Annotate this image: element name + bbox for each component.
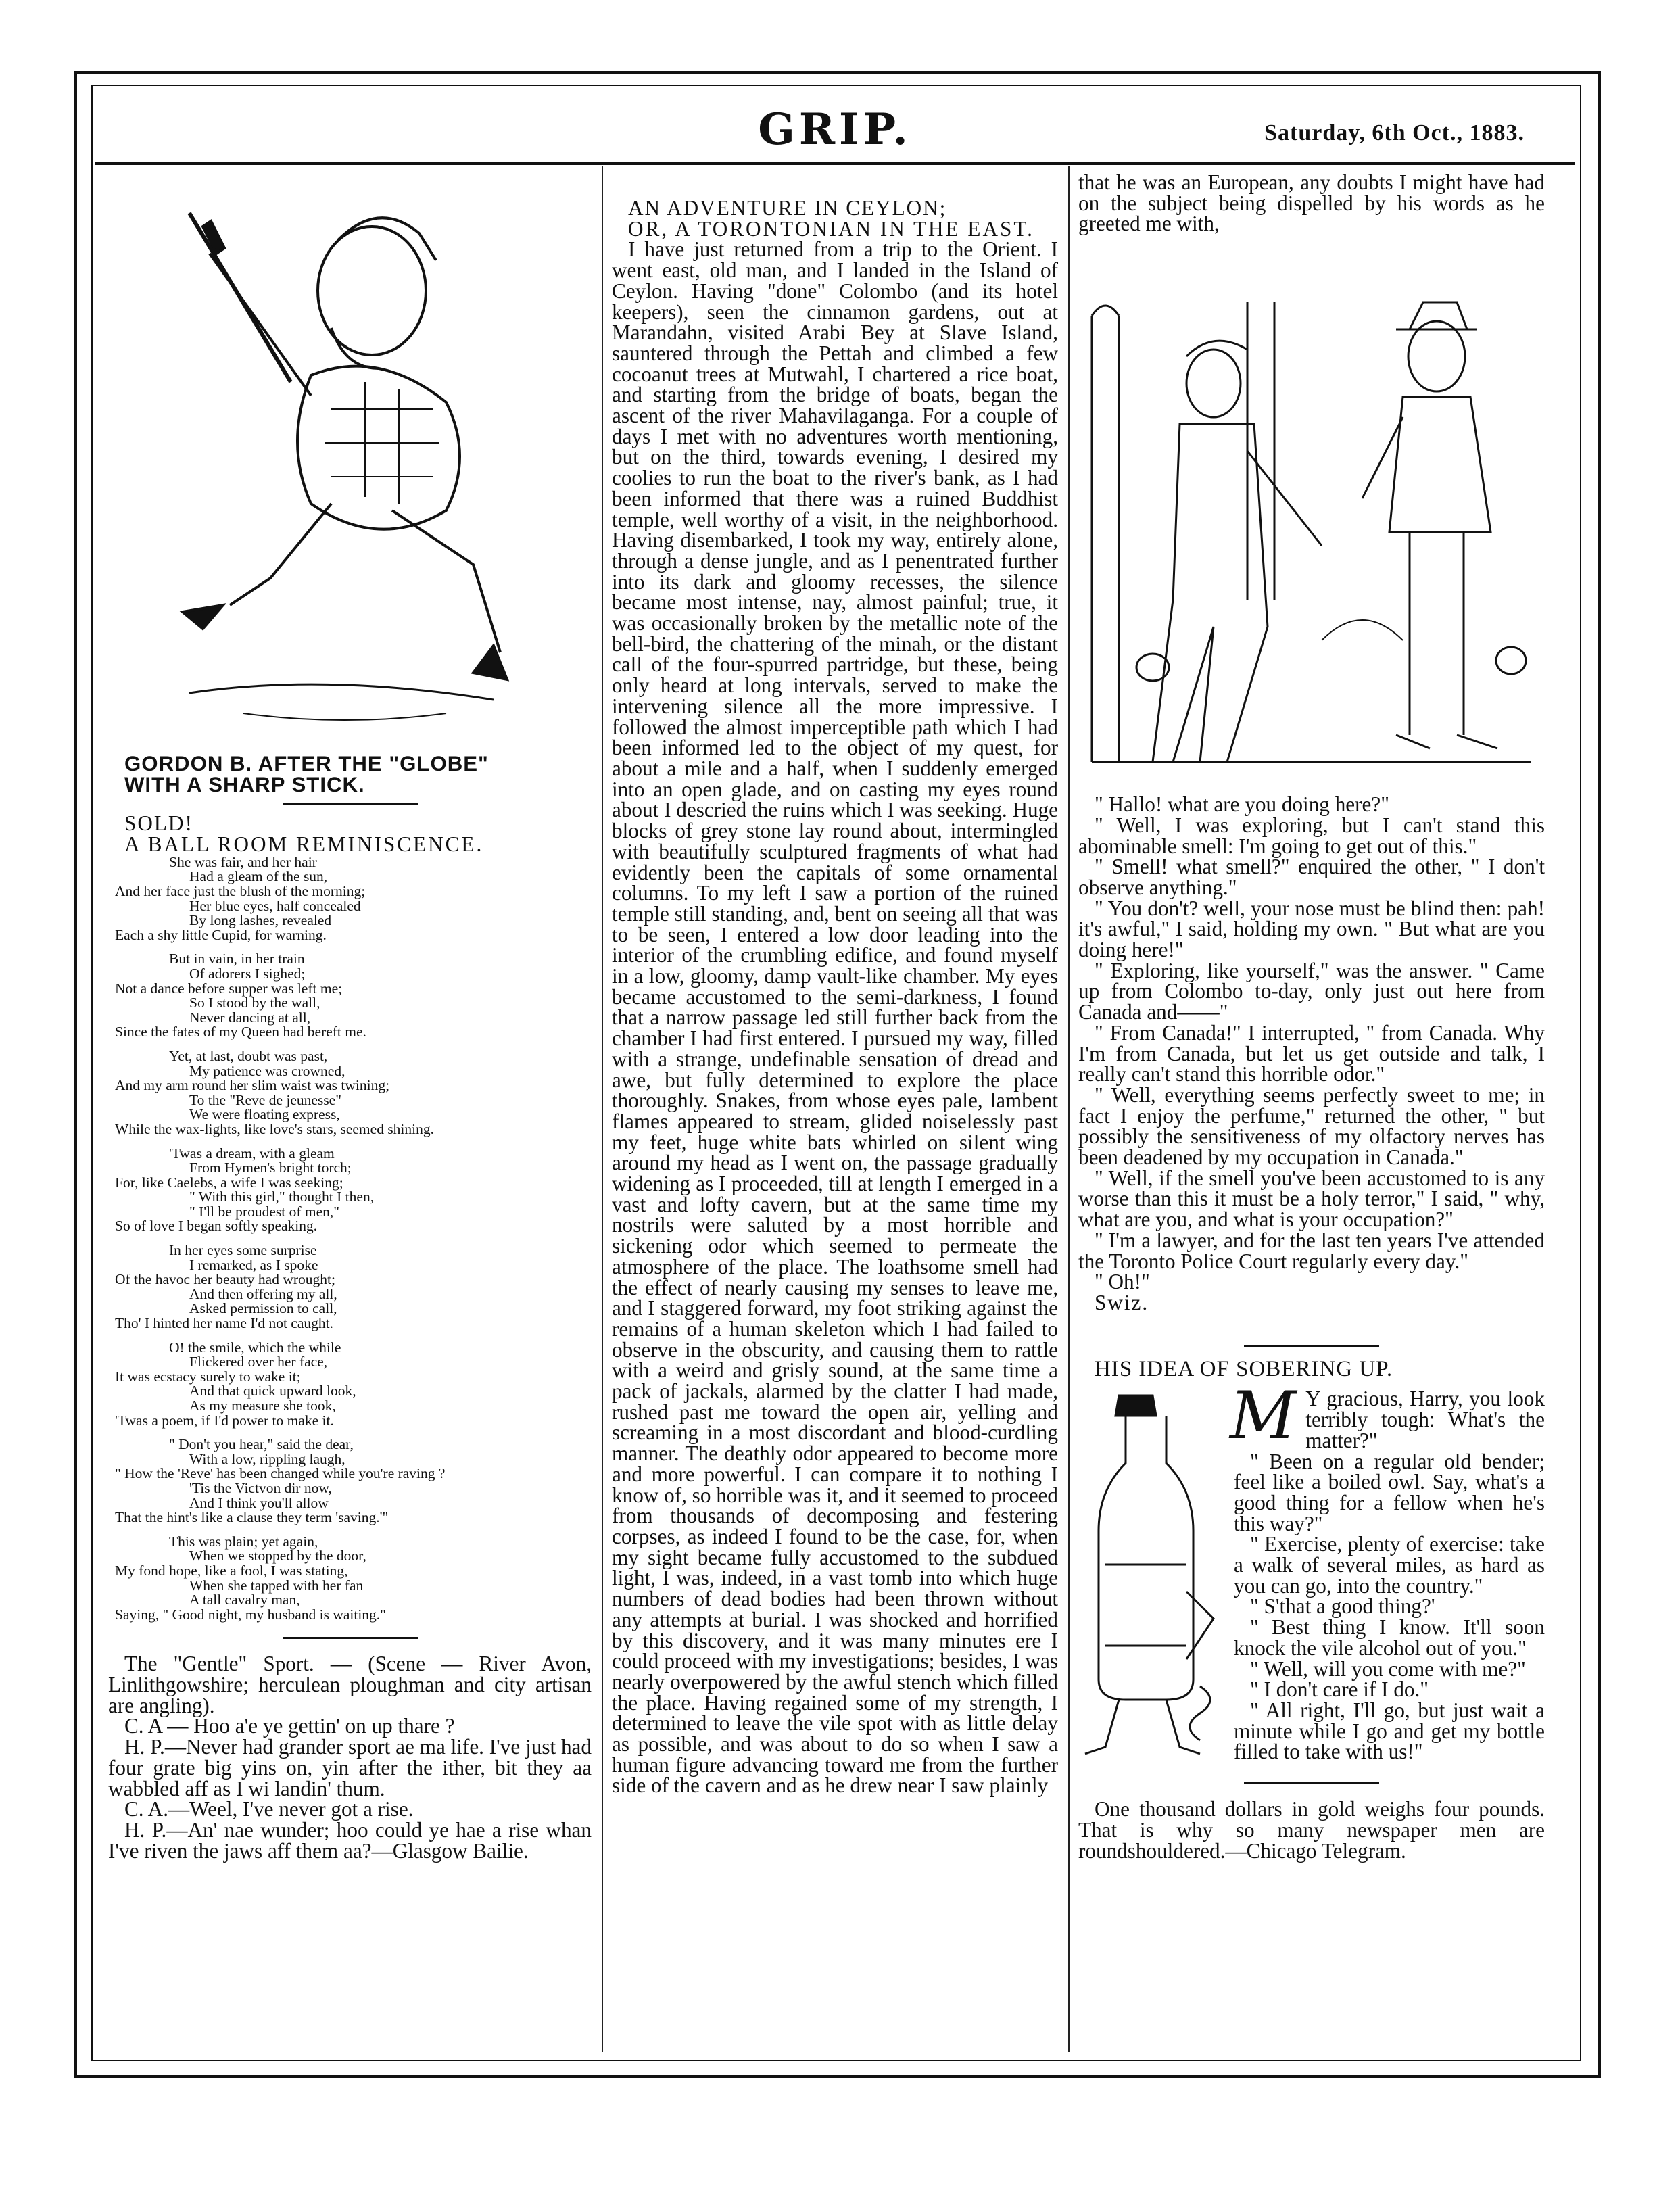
dialogue-paragraph: " Smell! what smell?" enquired the other, " I don't observe anything." [1078,855,1545,899]
divider [283,1637,418,1639]
poem-line: By long lashes, revealed [189,912,332,929]
poem-title: SOLD! [124,811,193,836]
bottle-man-illustration [1078,1389,1234,1767]
poem-line: In her eyes some surprise [169,1242,317,1259]
dialogue-paragraph: " Hallo! what are you doing here?" [1095,792,1389,817]
poem-line: Each a shy little Cupid, for warning. [115,926,327,943]
closing-squib: One thousand dollars in gold weighs four pounds. That is why so many newspaper men are roundshouldered.—Chicago Telegram. [1078,1797,1545,1863]
running-man-drawing [108,172,592,754]
poem-stanza [115,1049,592,1137]
sobering-paragraph: " Well, will you come with me?" [1250,1656,1526,1681]
gentle-sport-paragraph: H. P.—Never had grander sport ae ma life. I've just had four grate big yins on, yin after the ither, bit they aa wabbled aff as I wi landin' thum. [108,1735,592,1800]
cartoon-caption-line1: GORDON B. AFTER THE "GLOBE" [124,752,489,775]
gentle-sport-paragraph: The "Gentle" Sport. — (Scene — River Avon, Linlithgowshire; herculean ploughman and city artisan are angling). [108,1652,592,1717]
poem-line: Tho' I hinted her name I'd not caught. [115,1315,333,1332]
author-signature: Swiz. [1095,1290,1149,1314]
divider [1244,1782,1379,1784]
poem-line: She was fair, and her hair [169,853,317,870]
bottle-figure-drawing [1078,1389,1234,1767]
poem-line: So I stood by the wall, [189,995,320,1011]
column-right [1078,172,1545,1862]
cartoon-caption-line2: WITH A SHARP STICK. [124,772,365,796]
poem-line: Her blue eyes, half concealed [189,897,361,914]
poem-line: My fond hope, like a fool, I was stating, [115,1562,348,1579]
poem-stanza [115,1243,592,1331]
ceylon-temple-illustration [1078,262,1545,782]
column-rule-2 [1068,166,1070,2052]
poem-line: O! the smile, which the while [169,1339,341,1356]
dialogue-paragraph: " Well, I was exploring, but I can't stand this abominable smell: I'm going to get out of this." [1078,813,1545,858]
poem-stanza [115,1437,592,1525]
column-left [108,172,592,1861]
gordon-cartoon-illustration [108,172,592,754]
poem-line: But in vain, in her train [169,951,305,968]
poem-line: Saying, " Good night, my husband is waiting." [115,1606,386,1623]
gentle-sport-article [108,1654,592,1861]
poem-stanza [115,1535,592,1623]
poem-line: 'Tis the Victvon dir now, [189,1479,332,1496]
sobering-paragraph: " Best thing I know. It'll soon knock the vile alcohol out of you." [1234,1615,1545,1660]
poem-line: And my arm round her slim waist was twining; [115,1077,390,1094]
poem-line: " How the 'Reve' has been changed while you're raving ? [115,1465,446,1482]
poem-line: When she tapped with her fan [189,1577,364,1594]
article-continuation: that he was an European, any doubts I might have had on the subject being dispelled by his words as he greeted me with, [1078,170,1545,236]
article-subtitle: OR, A TORONTONIAN IN THE EAST. [628,216,1034,241]
sobering-first-line: Y gracious, Harry, you look terribly tough: What's the matter?" [1305,1387,1545,1452]
article-title: AN ADVENTURE IN CEYLON; [628,196,947,220]
poem-sold [108,855,592,1623]
sobering-paragraph: " S'that a good thing?' [1250,1594,1435,1619]
poem-line: " With this girl," thought I then, [189,1189,375,1206]
poem-stanza [115,1147,592,1235]
drop-cap-m: M [1230,1378,1297,1454]
poem-line: From Hymen's bright torch; [189,1160,352,1176]
dialogue-paragraph: " From Canada!" I interrupted, " from Canada. Why I'm from Canada, but let us get outside and talk, I really can't stand this horrible odor." [1078,1020,1545,1087]
poem-line: 'Twas a dream, with a gleam [169,1145,335,1162]
poem-stanza [115,855,592,943]
divider [283,803,418,805]
gentle-sport-paragraph: C. A.—Weel, I've never got a rise. [124,1797,414,1821]
issue-date: Saturday, 6th Oct., 1883. [1264,120,1525,145]
sobering-article [1078,1378,1545,1767]
dialogue-paragraph: " Well, if the smell you've been accustomed to is any worse than this it must be a holy terror," I said, " why, what are you, and what is your occupation?" [1078,1166,1545,1232]
column-rule-1 [602,166,603,2052]
newspaper-title: GRIP. [758,104,912,155]
dialogue-paragraph: " Exploring, like yourself," was the answer. " Came up from Colombo to-day, only just out here from Canada and——" [1078,958,1545,1024]
two-figures-drawing [1078,262,1545,782]
poem-line: My patience was crowned, [189,1062,345,1079]
column-middle [612,172,1058,1796]
sobering-paragraph: " All right, I'll go, but just wait a minute while I go and get my bottle filled to take with us!" [1234,1698,1545,1764]
article-body: I have just returned from a trip to the Orient. I went east, old man, and I landed in the Island of Ceylon. Having "done" Colombo (and its hotel keepers), seen the cinnamon gardens, out at Marandahn, visited Arabi Bey at Slave Island, sauntered through the Pettah and climbed a few cocoanut trees at Mutwahl, I chartered a rice boat, and starting from the bridge of boats, began the ascent of the river Mahavilaganga. For a couple of days I met with no adventures worth mentioning, but on the third, towards evening, I desired my coolies to run the boat to the river's bank, as I had been informed that there was a ruined Buddhist temple, well worthy of a visit, in the neighborhood. Having disembarked, I took my way, entirely alone, through a dense jungle, and as I penentrated further into its dark and gloomy recesses, the silence became most intense, nay, almost painful; true, it was occasionally broken by the metallic note of the bell-bird, the chattering of the minah, or the distant call of the four-spurred partridge, but these, being only heard at long intervals, served to make the intervening silence all the more impressive. I followed the almost imperceptible path which I had been informed led to the object of my quest, for about a mile and a half, when I suddenly emerged into an open glade, and on casting my eyes round about I descried the ruins which I was seeking. Huge blocks of grey stone lay round about, intermingled with beautifully sculptured fragments of what had evidently been the capitals of some ornamental columns. To my left I saw a portion of the ruined temple still standing, and, bent on seeing all that was to be seen, I entered a low door leading into the interior of the crumbling edifice, and found myself in a low, gloomy, damp vault-like chamber. My eyes became accustomed to the semi-darkness, I found that a narrow passage led still further back from the chamber I had first entered. I pursued my way, filled with a strange, undefinable sensation of dread and awe, but fully determined to explore the place thoroughly. Snakes, from whose eyes pale, lambent flames appeared to stream, glided noiselessly past my feet, huge white bats whirled on silent wing around my head as I went on, the passage gradually widening as I proceeded, till at length I emerged in a vast and lofty cavern, but at the same time my nostrils were saluted by a most horrible and sickening odor which seemed to permeate the atmosphere of the place. The loathsome smell had the effect of nearly causing my senses to leave me, and I staggered forward, my foot striking against the remains of a human skeleton which I had failed to observe in the obscurity, and causing them to rattle with a weird and grisly sound, at the same time a pack of jackals, alarmed by the clatter I had made, rushed past me toward the open air, yelling and screaming in a most discordant and blood-curdling manner. The deathly odor appeared to become more and more powerful. I can compare it to nothing I know of, so horrible was it, and it seemed to proceed from thousands of decomposing and festering corpses, as indeed I found to be the case, for, when my sight became fully accustomed to the subdued light, I was, indeed, in a vast tomb into which huge numbers of dead bodies had been thrown without any attempts at burial. I was shocked and horrified by this discovery, and it was many minutes ere I could proceed with my investigations; besides, I was nearly overpowered by the awful stench which filled the place. Having regained some of my strength, I determined to leave the vile spot with as little delay as possible, and was about to do so when I saw a human figure advancing toward me from the further side of the cavern and as he drew near I saw plainly [612,237,1058,1798]
sobering-paragraph: " Been on a regular old bender; feel like a boiled owl. Say, what's a good thing for a fellow when he's this way?" [1234,1449,1545,1535]
poem-line: 'Twas a poem, if I'd power to make it. [115,1412,334,1429]
poem-line: And I think you'll allow [189,1494,329,1511]
dialogue-paragraph: " Oh!" [1095,1270,1150,1294]
poem-line: Of adorers I sighed; [189,965,306,982]
dialogue-paragraph: " I'm a lawyer, and for the last ten years I've attended the Toronto Police Court regularly every day." [1078,1228,1545,1273]
poem-line: Had a gleam of the sun, [189,868,328,885]
poem-line: We were floating express, [189,1106,340,1123]
poem-line: With a low, rippling laugh, [189,1450,345,1467]
poem-line: And her face just the blush of the morning; [115,883,366,899]
poem-line: It was ecstacy surely to wake it; [115,1368,301,1385]
poem-line: To the "Reve de jeunesse" [189,1091,342,1108]
poem-line: For, like Caelebs, a wife I was seeking; [115,1174,343,1191]
poem-line: This was plain; yet again, [169,1533,318,1550]
poem-line: Since the fates of my Queen had bereft me. [115,1024,366,1041]
poem-line: So of love I began softly speaking. [115,1218,318,1235]
masthead [95,95,1575,165]
poem-line: Not a dance before supper was left me; [115,980,343,997]
poem-line: That the hint's like a clause they term 'saving.'" [115,1509,389,1526]
dialogue [1078,794,1545,1293]
poem-line: A tall cavalry man, [189,1592,300,1608]
poem-line: And that quick upward look, [189,1383,356,1400]
poem-line: Yet, at last, doubt was past, [169,1047,328,1064]
dialogue-paragraph: " You don't? well, your nose must be blind then: pah! it's awful," I said, holding my own. " But what are you doing here!" [1078,896,1545,962]
poem-line: Of the havoc her beauty had wrought; [115,1271,335,1288]
gentle-sport-paragraph: C. A — Hoo a'e ye gettin' on up thare ? [124,1714,455,1738]
poem-stanza [115,952,592,1040]
poem-line: As my measure she took, [189,1398,336,1414]
poem-line: Flickered over her face, [189,1354,328,1370]
divider [1244,1345,1379,1347]
poem-line: " I'll be proudest of men," [189,1203,340,1220]
poem-line: Never dancing at all, [189,1009,311,1026]
poem-line: While the wax-lights, like love's stars, seemed shining. [115,1120,435,1137]
poem-line: I remarked, as I spoke [189,1256,318,1273]
poem-line: When we stopped by the door, [189,1548,366,1565]
poem-line: And then offering my all, [189,1285,337,1302]
poem-stanza [115,1341,592,1429]
poem-line: " Don't you hear," said the dear, [169,1436,354,1453]
sobering-paragraph: " Exercise, plenty of exercise: take a walk of several miles, as hard as you can go, into the country." [1234,1532,1545,1598]
gentle-sport-paragraph: H. P.—An' nae wunder; hoo could ye hae a rise whan I've riven the jaws aff them aa?—Glasgow Bailie. [108,1817,592,1863]
poem-line: Asked permission to call, [189,1300,337,1317]
sobering-paragraph: " I don't care if I do." [1250,1677,1429,1702]
sobering-title: HIS IDEA OF SOBERING UP. [1095,1356,1393,1381]
poem-subtitle: A BALL ROOM REMINISCENCE. [124,832,484,857]
dialogue-paragraph: " Well, everything seems perfectly sweet to me; in fact I enjoy the perfume," returned the other, " but possibly the sensitiveness of my olfactory nerves has been deadened by my occupation in Canada." [1078,1082,1545,1170]
